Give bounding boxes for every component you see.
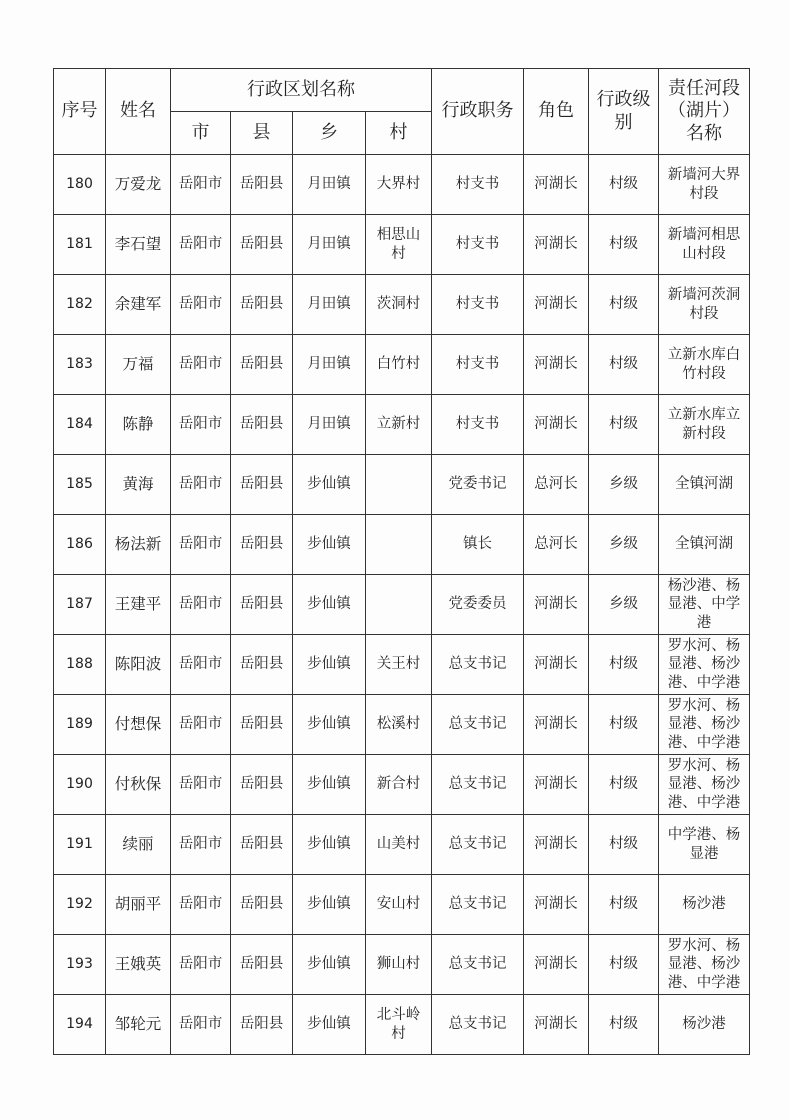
cell-reach-line: 罗水河、杨 [667,698,741,715]
cell-name: 陈阳波 [106,635,171,695]
cell-township: 月田镇 [293,335,366,395]
cell-reach [659,635,750,695]
cell-seq: 181 [54,215,106,275]
cell-village [366,995,432,1055]
header-seq: 序号 [54,69,106,155]
cell-county: 岳阳县 [231,635,293,695]
cell-post: 总支书记 [432,815,524,875]
cell-village [366,635,432,695]
table-row [54,815,750,875]
header-name: 姓名 [106,69,171,155]
cell-reach-line: 村段 [689,185,719,202]
cell-village [366,695,432,755]
cell-township: 步仙镇 [293,995,366,1055]
table-row [54,155,750,215]
cell-city: 岳阳市 [171,395,231,455]
header-township: 乡 [293,112,366,155]
header-reach-line: 责任河段 [668,77,740,99]
cell-village [366,215,432,275]
cell-role: 河湖长 [524,815,589,875]
header-reach-line: 名称 [686,122,722,144]
cell-name: 付想保 [106,695,171,755]
cell-county: 岳阳县 [231,515,293,575]
cell-name: 万福 [106,335,171,395]
cell-post: 镇长 [432,515,524,575]
header-reach [659,69,750,155]
cell-reach-line: 罗水河、杨 [667,638,741,655]
cell-seq: 182 [54,275,106,335]
cell-post: 村支书 [432,335,524,395]
cell-reach-line: 显港、杨沙 [667,956,741,973]
cell-village-line: 茨洞村 [376,296,421,313]
cell-reach [659,395,750,455]
cell-village-line: 新合村 [376,776,421,793]
cell-reach [659,335,750,395]
cell-township: 步仙镇 [293,695,366,755]
cell-name: 王娥英 [106,935,171,995]
cell-post: 总支书记 [432,755,524,815]
cell-city: 岳阳市 [171,575,231,635]
cell-village-line: 安山村 [376,896,421,913]
cell-city: 岳阳市 [171,695,231,755]
cell-role: 河湖长 [524,215,589,275]
cell-seq: 194 [54,995,106,1055]
cell-level: 村级 [589,695,659,755]
header-village: 村 [366,112,432,155]
table-row [54,395,750,455]
cell-level: 村级 [589,995,659,1055]
cell-county: 岳阳县 [231,755,293,815]
cell-reach-line: 新墙河茨洞 [667,287,741,304]
cell-seq: 191 [54,815,106,875]
cell-role: 总河长 [524,515,589,575]
cell-seq: 192 [54,875,106,935]
cell-level: 村级 [589,335,659,395]
cell-township: 月田镇 [293,275,366,335]
table-row [54,575,750,635]
cell-township: 步仙镇 [293,935,366,995]
table-row [54,335,750,395]
cell-post: 总支书记 [432,875,524,935]
cell-role: 河湖长 [524,335,589,395]
cell-village [366,455,432,515]
cell-level: 村级 [589,155,659,215]
cell-seq: 190 [54,755,106,815]
cell-county: 岳阳县 [231,155,293,215]
cell-village [366,755,432,815]
cell-county: 岳阳县 [231,455,293,515]
cell-city: 岳阳市 [171,875,231,935]
cell-reach-line: 全镇河湖 [675,536,733,553]
cell-county: 岳阳县 [231,815,293,875]
cell-post: 党委书记 [432,455,524,515]
cell-name: 付秋保 [106,755,171,815]
cell-level: 乡级 [589,455,659,515]
cell-village-line: 村 [391,1025,406,1042]
cell-reach [659,815,750,875]
cell-post: 总支书记 [432,995,524,1055]
cell-township: 步仙镇 [293,755,366,815]
cell-reach-line: 立新水库白 [667,347,741,364]
cell-city: 岳阳市 [171,755,231,815]
cell-level: 村级 [589,935,659,995]
cell-village-line: 村 [391,245,406,262]
cell-post: 总支书记 [432,935,524,995]
cell-reach [659,515,750,575]
table-row [54,275,750,335]
cell-village [366,935,432,995]
cell-post: 村支书 [432,275,524,335]
cell-role: 河湖长 [524,275,589,335]
cell-role: 河湖长 [524,695,589,755]
cell-reach [659,695,750,755]
cell-seq: 185 [54,455,106,515]
cell-role: 总河长 [524,455,589,515]
table-row [54,455,750,515]
cell-reach [659,275,750,335]
cell-level: 乡级 [589,515,659,575]
cell-seq: 187 [54,575,106,635]
header-city: 市 [171,112,231,155]
cell-name: 续丽 [106,815,171,875]
cell-county: 岳阳县 [231,395,293,455]
cell-village [366,575,432,635]
cell-role: 河湖长 [524,395,589,455]
cell-village [366,395,432,455]
cell-role: 河湖长 [524,575,589,635]
cell-seq: 193 [54,935,106,995]
cell-village-line: 关王村 [376,656,421,673]
cell-level: 村级 [589,215,659,275]
cell-township: 步仙镇 [293,455,366,515]
cell-reach-line: 罗水河、杨 [667,938,741,955]
river-chief-table [53,68,750,1055]
table-row [54,875,750,935]
cell-city: 岳阳市 [171,935,231,995]
cell-reach-line: 全镇河湖 [675,476,733,493]
cell-county: 岳阳县 [231,695,293,755]
cell-city: 岳阳市 [171,275,231,335]
cell-level: 村级 [589,875,659,935]
header-level-line: 行政级 [596,89,651,110]
cell-county: 岳阳县 [231,575,293,635]
cell-township: 月田镇 [293,155,366,215]
cell-name: 杨法新 [106,515,171,575]
cell-role: 河湖长 [524,155,589,215]
cell-reach-line: 港、中学港 [667,674,741,691]
cell-county: 岳阳县 [231,275,293,335]
header-region-group: 行政区划名称 [171,69,432,112]
cell-seq: 180 [54,155,106,215]
cell-reach-line: 罗水河、杨 [667,758,741,775]
cell-reach [659,755,750,815]
header-level [589,69,659,155]
cell-reach-line: 村段 [689,305,719,322]
cell-township: 月田镇 [293,395,366,455]
header-reach-line: （湖片） [668,100,740,122]
cell-level: 村级 [589,755,659,815]
cell-reach-line: 立新水库立 [667,407,741,424]
cell-seq: 189 [54,695,106,755]
cell-township: 步仙镇 [293,875,366,935]
cell-county: 岳阳县 [231,875,293,935]
cell-reach-line: 中学港、杨 [667,827,741,844]
header-role: 角色 [524,69,589,155]
table-header [54,69,750,155]
cell-village-line: 立新村 [376,416,421,433]
cell-post: 总支书记 [432,695,524,755]
cell-township: 步仙镇 [293,635,366,695]
cell-village-line: 大界村 [376,176,421,193]
table-row [54,695,750,755]
cell-role: 河湖长 [524,635,589,695]
cell-post: 村支书 [432,395,524,455]
cell-reach [659,455,750,515]
cell-reach-line: 杨沙港、杨 [667,578,741,595]
cell-reach-line: 显港、杨沙 [667,776,741,793]
table-row [54,995,750,1055]
table-body [54,155,750,1055]
cell-city: 岳阳市 [171,815,231,875]
cell-name: 万爱龙 [106,155,171,215]
cell-county: 岳阳县 [231,995,293,1055]
cell-post: 村支书 [432,155,524,215]
cell-city: 岳阳市 [171,515,231,575]
cell-city: 岳阳市 [171,995,231,1055]
cell-village [366,875,432,935]
cell-reach-line: 显港、杨沙 [667,716,741,733]
cell-role: 河湖长 [524,995,589,1055]
cell-post: 村支书 [432,215,524,275]
cell-level: 乡级 [589,575,659,635]
cell-city: 岳阳市 [171,635,231,695]
cell-reach-line: 港 [696,614,712,631]
cell-name: 邹轮元 [106,995,171,1055]
cell-reach [659,155,750,215]
cell-reach [659,935,750,995]
cell-seq: 183 [54,335,106,395]
cell-reach [659,995,750,1055]
cell-county: 岳阳县 [231,215,293,275]
cell-post: 总支书记 [432,635,524,695]
cell-city: 岳阳市 [171,155,231,215]
cell-reach [659,215,750,275]
cell-level: 村级 [589,815,659,875]
cell-role: 河湖长 [524,755,589,815]
table-row [54,755,750,815]
header-post: 行政职务 [432,69,524,155]
cell-village [366,275,432,335]
cell-village-line: 山美村 [376,836,421,853]
cell-name: 黄海 [106,455,171,515]
cell-role: 河湖长 [524,935,589,995]
cell-county: 岳阳县 [231,335,293,395]
cell-village-line: 狮山村 [376,956,421,973]
table-row [54,515,750,575]
cell-village [366,335,432,395]
cell-village [366,815,432,875]
cell-post: 党委委员 [432,575,524,635]
table-row [54,635,750,695]
cell-city: 岳阳市 [171,335,231,395]
cell-reach-line: 显港 [689,845,719,862]
cell-township: 步仙镇 [293,815,366,875]
cell-name: 余建军 [106,275,171,335]
cell-village-line: 松溪村 [376,716,421,733]
header-county: 县 [231,112,293,155]
cell-city: 岳阳市 [171,455,231,515]
cell-level: 村级 [589,275,659,335]
cell-township: 月田镇 [293,215,366,275]
cell-name: 李石望 [106,215,171,275]
cell-name: 王建平 [106,575,171,635]
cell-village-line: 白竹村 [376,356,421,373]
cell-village-line: 北斗岭 [376,1006,421,1023]
cell-village [366,155,432,215]
cell-city: 岳阳市 [171,215,231,275]
cell-village [366,515,432,575]
cell-level: 村级 [589,395,659,455]
cell-reach-line: 杨沙港 [682,1016,726,1033]
cell-village-line: 相思山 [376,226,421,243]
cell-reach-line: 山村段 [682,245,726,262]
cell-reach-line: 新村段 [682,425,726,442]
table-row [54,215,750,275]
cell-reach-line: 显港、杨沙 [667,656,741,673]
cell-township: 步仙镇 [293,575,366,635]
cell-reach-line: 新墙河大界 [667,167,741,184]
table-row [54,935,750,995]
cell-reach-line: 竹村段 [682,365,726,382]
cell-reach-line: 港、中学港 [667,734,741,751]
header-level-line: 别 [614,111,633,133]
cell-seq: 184 [54,395,106,455]
cell-level: 村级 [589,635,659,695]
cell-name: 胡丽平 [106,875,171,935]
cell-township: 步仙镇 [293,515,366,575]
cell-reach-line: 新墙河相思 [667,227,741,244]
cell-reach-line: 港、中学港 [667,794,741,811]
cell-seq: 186 [54,515,106,575]
cell-reach [659,575,750,635]
cell-reach [659,875,750,935]
cell-seq: 188 [54,635,106,695]
cell-county: 岳阳县 [231,935,293,995]
cell-reach-line: 显港、中学 [667,596,741,613]
cell-name: 陈静 [106,395,171,455]
cell-reach-line: 杨沙港 [682,896,726,913]
cell-reach-line: 港、中学港 [667,974,741,991]
cell-role: 河湖长 [524,875,589,935]
